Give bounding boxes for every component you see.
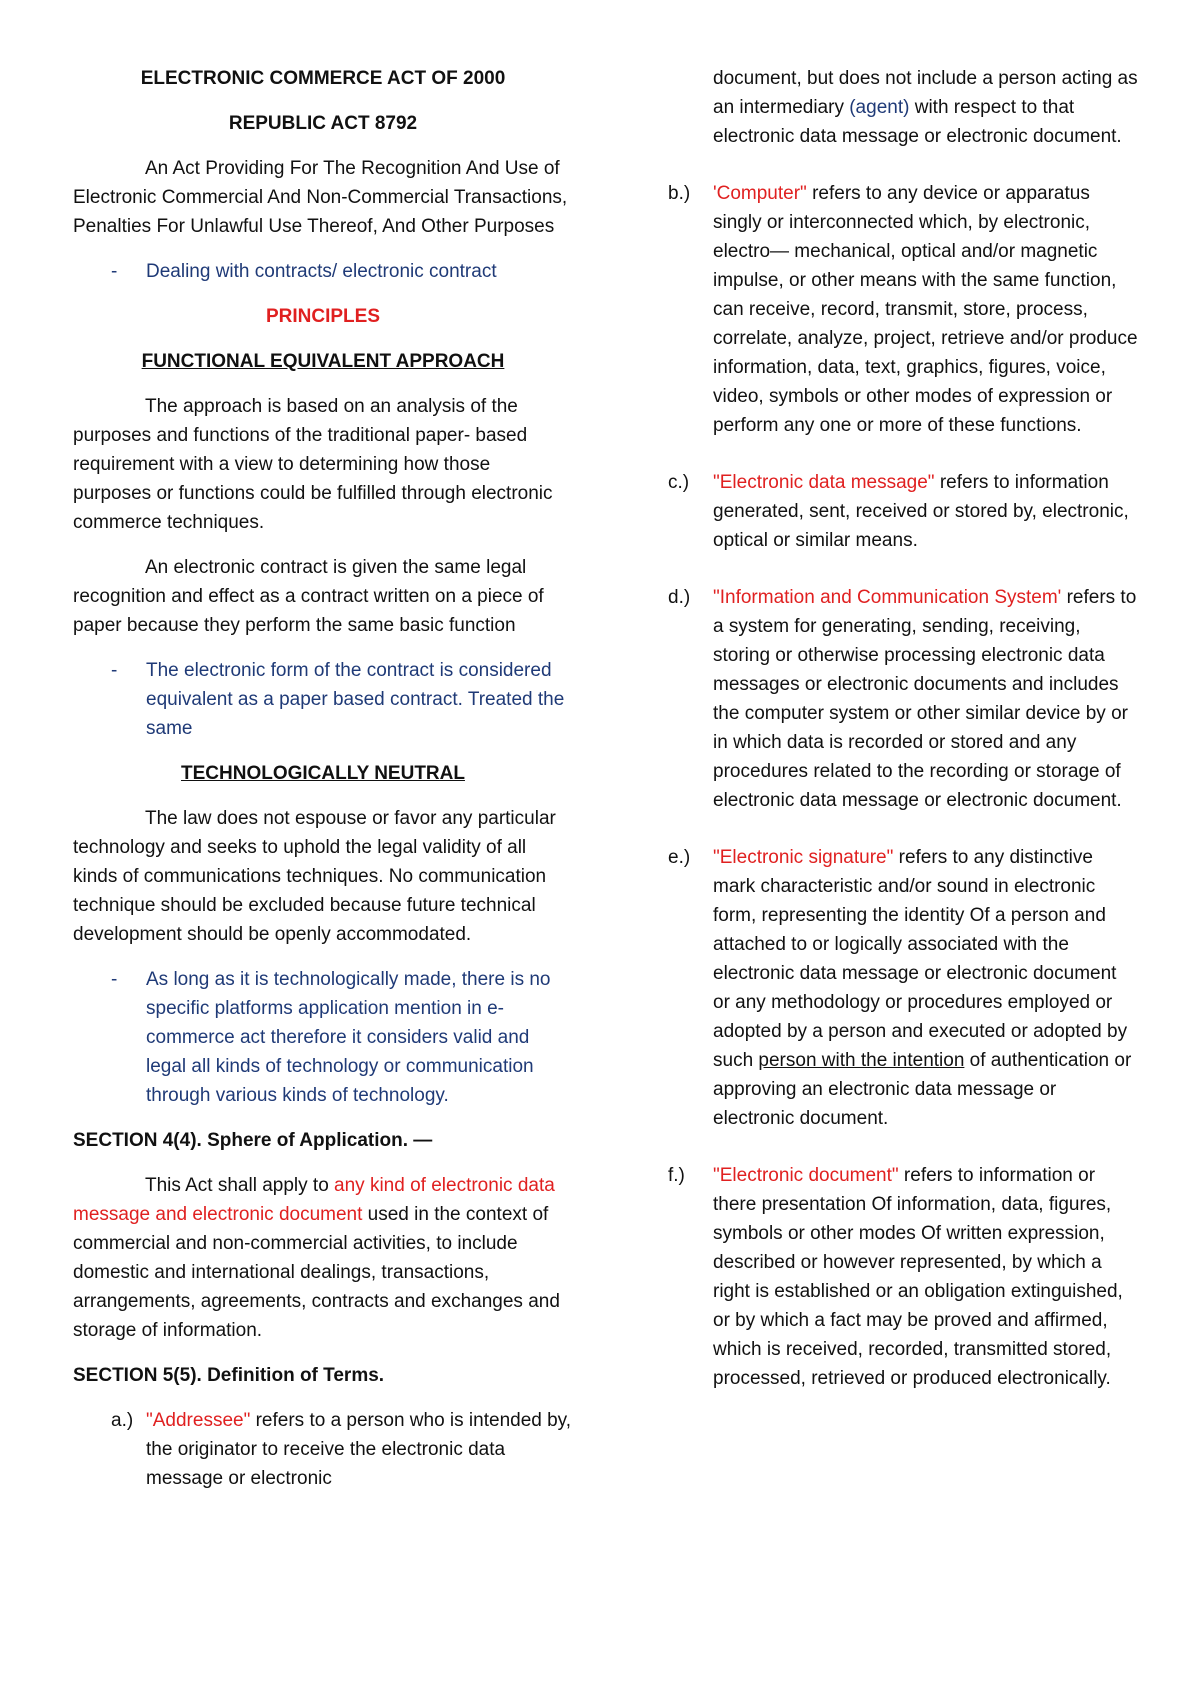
definition-text: refers to a person who is intended by, the originator to receive the electronic data message or electronic: [146, 1410, 572, 1489]
definition-c: [668, 468, 1138, 555]
definition-text: refers to information generated, sent, received or stored by, electronic, optical or similar means.: [713, 472, 1129, 551]
definition-underlined: person with the intention: [758, 1050, 965, 1071]
definition-label: d.): [668, 587, 691, 608]
definition-agent: (agent): [849, 97, 910, 118]
definition-text: refers to any distinctive mark characteristic and/or sound in electronic form, representing the identity Of a person and attached to or logically associated with the electronic data message or electronic document or any methodology or procedures employed or adopted by a person and executed or adopted by such: [713, 847, 1128, 1071]
section-4-text-post: used in the context of commercial and non-commercial activities, to include domestic and international dealings, transactions, arrangements, agreements, contracts and exchanges and storage of information.: [73, 1204, 560, 1341]
bullet-text: The electronic form of the contract is considered equivalent as a paper based contract. Treated the same: [146, 660, 565, 739]
definition-term: "Electronic document": [713, 1165, 899, 1186]
definition-term: 'Computer": [713, 183, 807, 204]
fea-paragraph-2: An electronic contract is given the same legal recognition and effect as a contract written on a piece of paper because they perform the same basic function: [73, 557, 544, 636]
definition-a: [73, 1406, 573, 1493]
definition-d: [668, 583, 1138, 815]
fea-heading: FUNCTIONAL EQUIVALENT APPROACH: [141, 351, 505, 372]
definition-label: c.): [668, 472, 690, 493]
definition-label: e.): [668, 847, 691, 868]
definition-text: refers to any device or apparatus singly or interconnected which, by electronic, electro— mechanical, optical and/or magnetic impulse, or other means with the same function, can receive, record, transmit, store, process, correlate, analyze, project, retrieve and/or produce information, data, text, graphics, figures, voice, video, symbols or other modes of expression or perform any one or more of these functions.: [713, 183, 1138, 436]
right-column: [668, 64, 1138, 1421]
section-4-paragraph: [73, 1171, 573, 1345]
document-title: ELECTRONIC COMMERCE ACT OF 2000: [140, 68, 506, 89]
tn-paragraph: The law does not espouse or favor any particular technology and seeks to uphold the legal validity of all kinds of communications techniques. No communication technique should be excluded because future technical development should be openly accommodated.: [73, 808, 556, 945]
fea-paragraph-1: The approach is based on an analysis of the purposes and functions of the traditional paper- based requirement with a view to determining how those purposes or functions could be fulfilled through electronic commerce techniques.: [73, 396, 553, 533]
definition-a-continued: [668, 64, 1138, 151]
bullet-electronic-contract: [73, 257, 573, 286]
section-4-heading: SECTION 4(4). Sphere of Application. —: [73, 1130, 433, 1151]
section-4-text-pre: This Act shall apply to: [145, 1175, 335, 1196]
bullet-dash: -: [111, 660, 118, 681]
bullet-dash: -: [111, 969, 118, 990]
definition-f: [668, 1161, 1138, 1393]
definition-term: "Electronic data message": [713, 472, 935, 493]
bullet-technology: [73, 965, 573, 1110]
principles-heading: PRINCIPLES: [265, 306, 381, 327]
bullet-dash: -: [111, 261, 118, 282]
section-5-heading: SECTION 5(5). Definition of Terms.: [73, 1365, 385, 1386]
section-4-highlight: any kind of electronic data message and electronic document: [73, 1175, 555, 1225]
definition-term: "Electronic signature": [713, 847, 894, 868]
bullet-equivalent: [73, 656, 573, 743]
document-subtitle: REPUBLIC ACT 8792: [228, 113, 418, 134]
definition-b: [668, 179, 1138, 440]
bullet-text: As long as it is technologically made, there is no specific platforms application mention in e-commerce act therefore it considers valid and legal all kinds of technology or communication through various kinds of technology.: [146, 969, 551, 1106]
definition-text: refers to a system for generating, sending, receiving, storing or otherwise processing electronic data messages or electronic documents and includes the computer system or other similar device by or in which data is recorded or stored and any procedures related to the recording or storage of electronic data message or electronic document.: [713, 587, 1137, 811]
definition-label: f.): [668, 1165, 685, 1186]
act-description: An Act Providing For The Recognition And Use of Electronic Commercial And Non-Commercial Transactions, Penalties For Unlawful Use Thereof, And Other Purposes: [73, 158, 568, 237]
definition-text: refers to information or there presentation Of information, data, figures, symbols or other modes Of written expression, described or however represented, by which a right is established or an obligation extinguished, or by which a fact may be proved and affirmed, which is received, recorded, transmitted stored, processed, retrieved or produced electronically.: [713, 1165, 1123, 1389]
definition-label: a.): [111, 1410, 134, 1431]
definition-text: document, but does not include a person acting as an intermediary: [713, 68, 1138, 118]
definition-label: b.): [668, 183, 691, 204]
definition-text: with respect to that electronic data message or electronic document.: [713, 97, 1122, 147]
tn-heading: TECHNOLOGICALLY NEUTRAL: [181, 763, 465, 784]
bullet-text: Dealing with contracts/ electronic contract: [146, 261, 497, 282]
definition-text: of authentication or approving an electronic data message or electronic document.: [713, 1050, 1132, 1129]
left-column: [73, 64, 573, 1493]
definition-term: "Addressee": [146, 1410, 251, 1431]
definition-e: [668, 843, 1138, 1133]
definition-term: "Information and Communication System': [713, 587, 1062, 608]
